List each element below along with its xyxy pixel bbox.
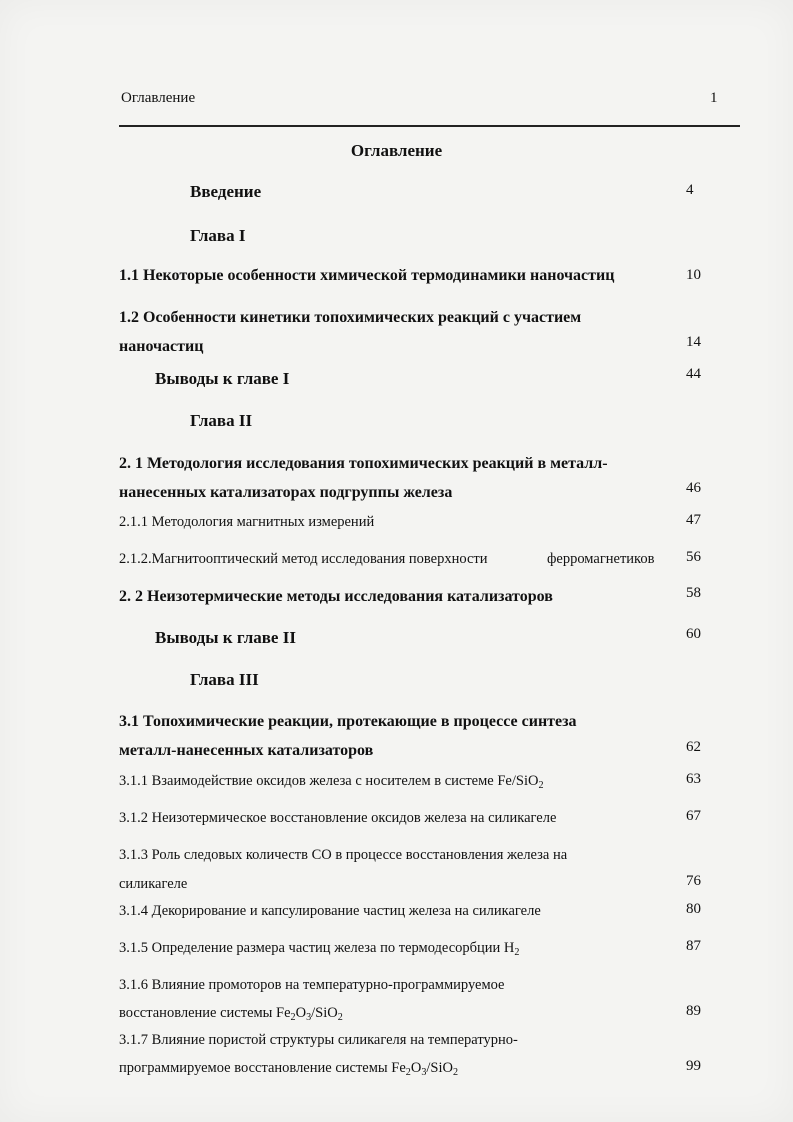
toc-entry-2-1-2: 2.1.2.Магнитооптический метод исследования поверхности <box>119 551 488 567</box>
toc-entry-3-1-6-line2: восстановление системы $Fe_2O_3/SiO_2$ <box>119 1005 343 1023</box>
toc-page-1-2: 14 <box>686 334 701 350</box>
toc-page-2-1: 46 <box>686 480 701 496</box>
toc-page-3-1-6: 89 <box>686 1003 701 1019</box>
toc-page-intro: 4 <box>686 182 694 198</box>
toc-entry-intro: Введение <box>190 182 262 201</box>
toc-page-conclusions-2: 60 <box>686 626 701 642</box>
toc-entry-3-1-4: 3.1.4 Декорирование и капсулирование частиц железа на силикагеле <box>119 903 541 919</box>
toc-page-3-1-2: 67 <box>686 808 701 824</box>
toc-entry-2-1-1: 2.1.1 Методология магнитных измерений <box>119 514 375 530</box>
toc-page-1-1: 10 <box>686 267 701 283</box>
chapter-heading-3: Глава III <box>190 670 259 689</box>
toc-page-3-1-1: 63 <box>686 771 701 787</box>
toc-entry-3-1-line2: металл-нанесенных катализаторов <box>119 742 374 759</box>
toc-page-3-1-4: 80 <box>686 901 701 917</box>
toc-page-2-1-1: 47 <box>686 512 701 528</box>
toc-page-3-1: 62 <box>686 739 701 755</box>
header-rule <box>119 125 740 127</box>
header-page-number: 1 <box>710 90 718 106</box>
toc-page-2-2: 58 <box>686 585 701 601</box>
toc-entry-2-1-line2: нанесенных катализаторах подгруппы железа <box>119 484 453 501</box>
toc-entry-3-1-3-line1: 3.1.3 Роль следовых количеств СО в процессе восстановления железа на <box>119 847 568 863</box>
toc-entry-3-1-3-line2: силикагеле <box>119 876 188 892</box>
running-header: Оглавление <box>121 90 196 106</box>
chapter-heading-2: Глава II <box>190 411 253 430</box>
toc-page-3-1-5: 87 <box>686 938 701 954</box>
toc-entry-2-2: 2. 2 Неизотермические методы исследования катализаторов <box>119 588 553 605</box>
chapter-heading-1: Глава I <box>190 226 246 245</box>
toc-entry-conclusions-1: Выводы к главе I <box>155 369 290 388</box>
page-title: Оглавление <box>350 141 443 160</box>
toc-entry-2-1-2-tail: ферромагнетиков <box>547 551 655 567</box>
toc-entry-3-1-7-line1: 3.1.7 Влияние пористой структуры силикагеля на температурно- <box>119 1032 518 1048</box>
toc-page-3-1-3: 76 <box>686 873 701 889</box>
toc-entry-1-1: 1.1 Некоторые особенности химической термодинамики наночастиц <box>119 267 615 284</box>
toc-entry-1-2-line2: наночастиц <box>119 338 204 355</box>
toc-entry-1-2-line1: 1.2 Особенности кинетики топохимических реакций с участием <box>119 309 582 326</box>
toc-page-2-1-2: 56 <box>686 549 701 565</box>
toc-entry-3-1-6-line1: 3.1.6 Влияние промоторов на температурно-программируемое <box>119 977 505 993</box>
toc-page-3-1-7: 99 <box>686 1058 701 1074</box>
toc-page-conclusions-1: 44 <box>686 366 701 382</box>
toc-entry-3-1-7-line2: программируемое восстановление системы $Fe_2O_3/SiO_2$ <box>119 1060 459 1078</box>
toc-entry-3-1-line1: 3.1 Топохимические реакции, протекающие в процессе синтеза <box>119 713 577 730</box>
toc-entry-conclusions-2: Выводы к главе II <box>155 628 296 647</box>
toc-entry-3-1-2: 3.1.2 Неизотермическое восстановление оксидов железа на силикагеле <box>119 810 557 826</box>
toc-entry-3-1-1: 3.1.1 Взаимодействие оксидов железа с носителем в системе Fe/SiO$_2$ <box>119 773 544 791</box>
toc-entry-3-1-5: 3.1.5 Определение размера частиц железа по термодесорбции $H_2$ <box>119 940 520 958</box>
toc-entry-2-1-line1: 2. 1 Методология исследования топохимических реакций в металл- <box>119 455 608 472</box>
